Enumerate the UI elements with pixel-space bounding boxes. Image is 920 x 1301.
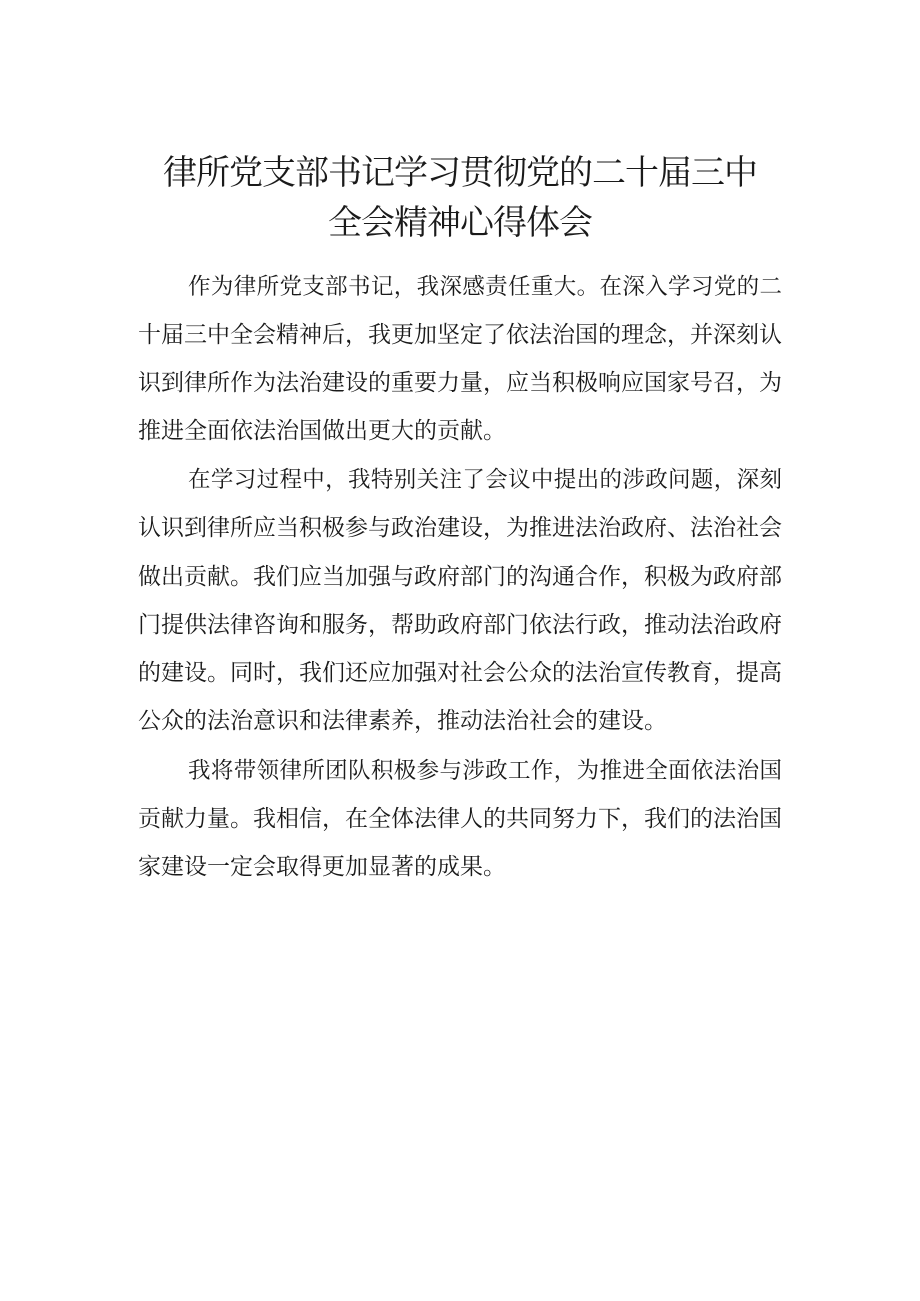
- paragraph-1-line-1: 作为律所党支部书记，我深感责任重大。在深入学习党的二: [188, 274, 782, 300]
- document-title-line-1: 律所党支部书记学习贯彻党的二十届三中: [163, 153, 757, 193]
- paragraph-2-line-2: 认识到律所应当积极参与政治建设，为推进法治政府、法治社会: [138, 515, 782, 541]
- paragraph-3-line-2: 贡献力量。我相信，在全体法律人的共同努力下，我们的法治国: [138, 806, 782, 832]
- paragraph-2-line-6: 公众的法治意识和法律素养，推动法治社会的建设。: [138, 708, 667, 734]
- paragraph-2-line-5: 的建设。同时，我们还应加强对社会公众的法治宣传教育，提高: [138, 660, 782, 686]
- paragraph-1-line-3: 识到律所作为法治建设的重要力量，应当积极响应国家号召，为: [138, 370, 782, 396]
- paragraph-1-line-4: 推进全面依法治国做出更大的贡献。: [138, 418, 506, 444]
- document-title-line-2: 全会精神心得体会: [328, 203, 592, 243]
- paragraph-2-line-3: 做出贡献。我们应当加强与政府部门的沟通合作，积极为政府部: [138, 564, 782, 590]
- paragraph-2-line-1: 在学习过程中，我特别关注了会议中提出的涉政问题，深刻: [188, 467, 782, 493]
- paragraph-1-line-2: 十届三中全会精神后，我更加坚定了依法治国的理念，并深刻认: [138, 322, 782, 348]
- paragraph-2-line-4: 门提供法律咨询和服务，帮助政府部门依法行政，推动法治政府: [138, 612, 782, 638]
- paragraph-3-line-1: 我将带领律所团队积极参与涉政工作，为推进全面依法治国: [188, 758, 782, 784]
- paragraph-3-line-3: 家建设一定会取得更加显著的成果。: [138, 854, 506, 880]
